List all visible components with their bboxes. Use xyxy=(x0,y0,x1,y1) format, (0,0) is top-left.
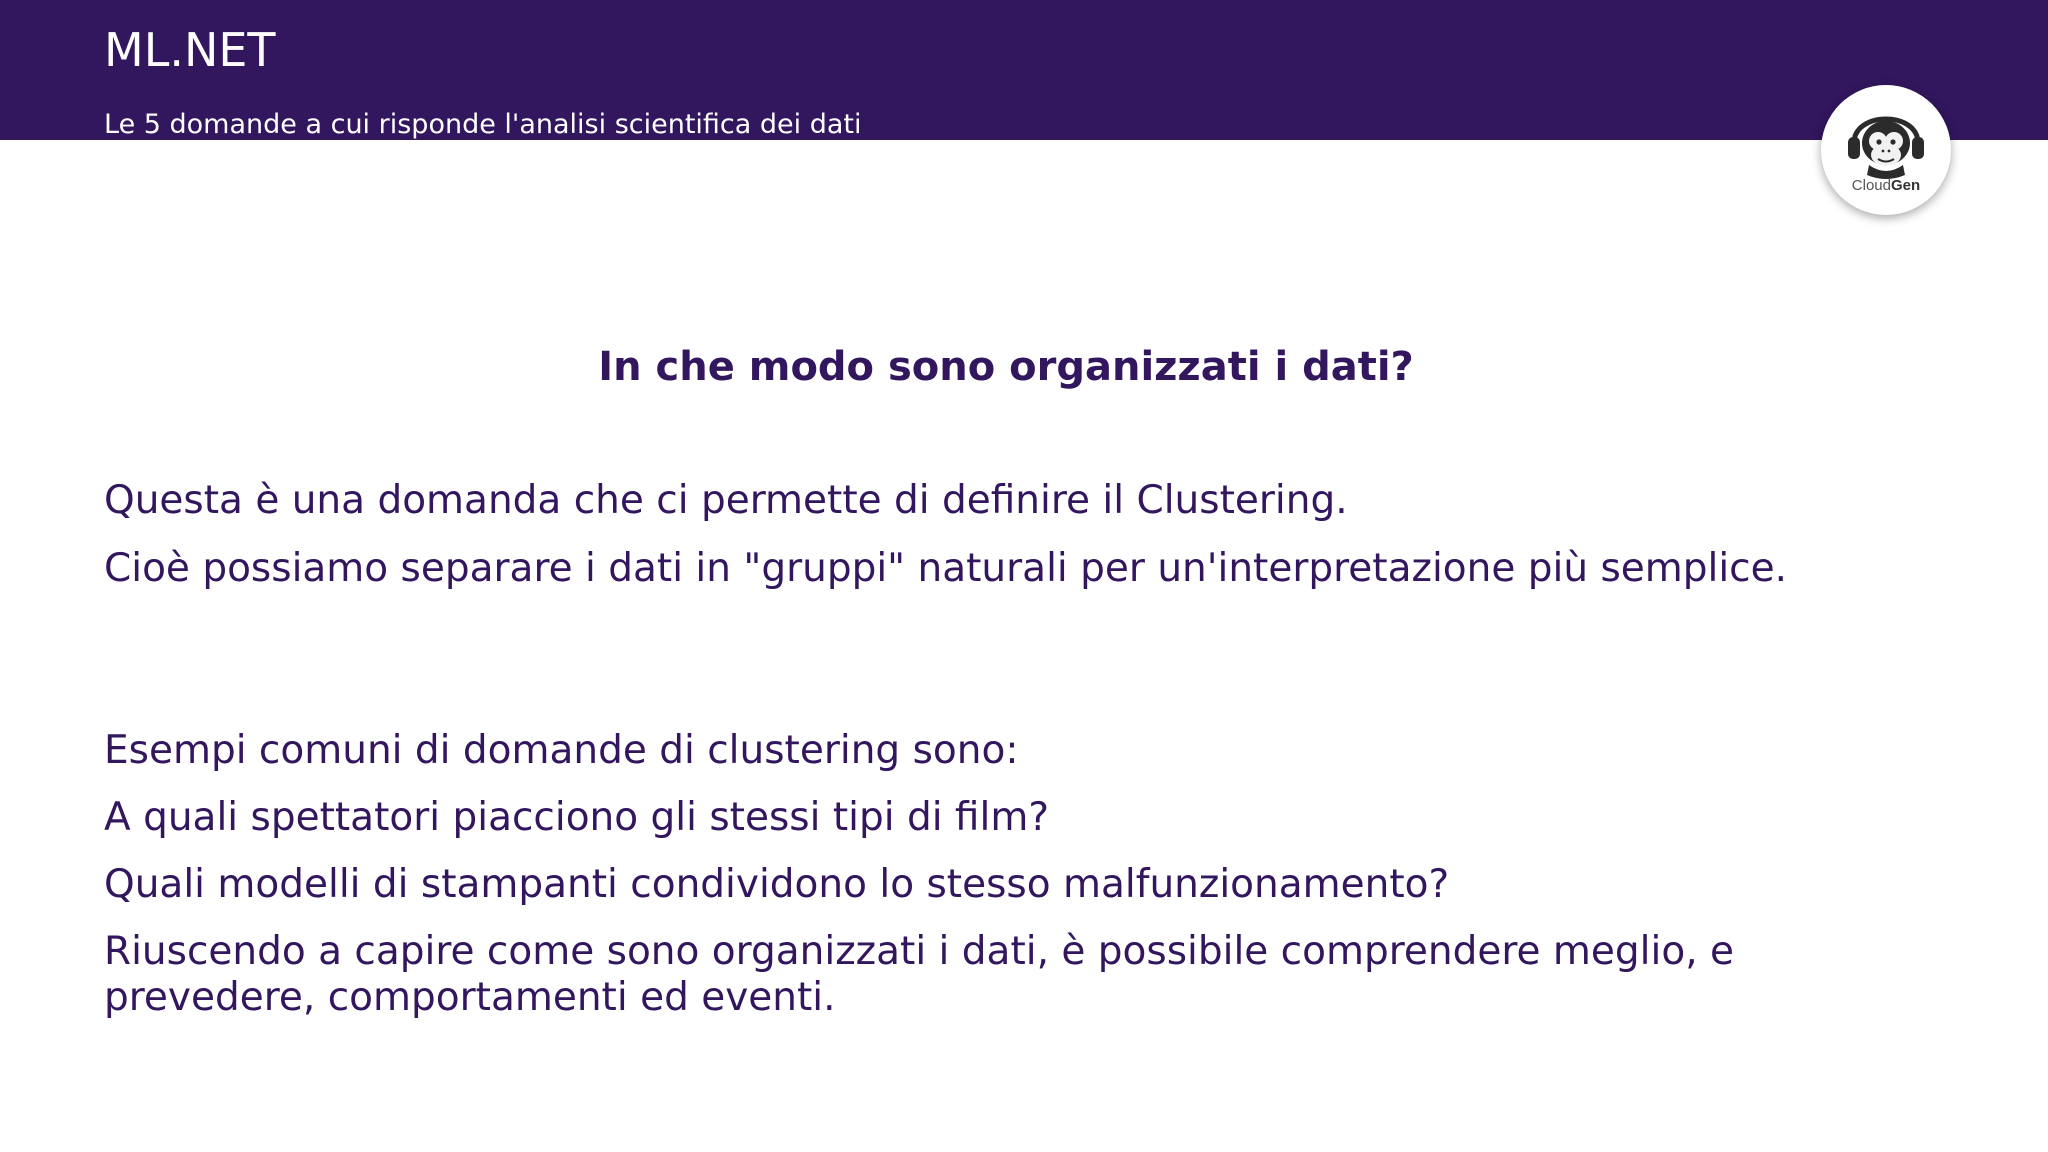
header-band xyxy=(0,0,2048,140)
page-subtitle: Le 5 domande a cui risponde l'analisi scientifica dei dati xyxy=(104,109,862,140)
monkey-headphones-icon xyxy=(1821,85,1951,215)
examples-heading: Esempi comuni di domande di clustering sono: xyxy=(104,728,1019,773)
intro-line-2: Cioè possiamo separare i dati in "gruppi" naturali per un'interpretazione più semplice. xyxy=(104,546,1788,591)
cloudgen-logo xyxy=(1821,85,1951,215)
page-title: ML.NET xyxy=(104,23,276,77)
conclusion-paragraph: Riuscendo a capire come sono organizzati i dati, è possibile comprendere meglio, e prevedere, comportamenti ed eventi. xyxy=(104,929,1734,1020)
logo-wordmark: CloudGen xyxy=(1851,177,1921,194)
example-question-2: Quali modelli di stampanti condividono lo stesso malfunzionamento? xyxy=(104,862,1450,907)
intro-line-1: Questa è una domanda che ci permette di definire il Clustering. xyxy=(104,478,1348,523)
example-question-1: A quali spettatori piacciono gli stessi tipi di film? xyxy=(104,795,1050,840)
section-heading: In che modo sono organizzati i dati? xyxy=(598,344,1414,390)
